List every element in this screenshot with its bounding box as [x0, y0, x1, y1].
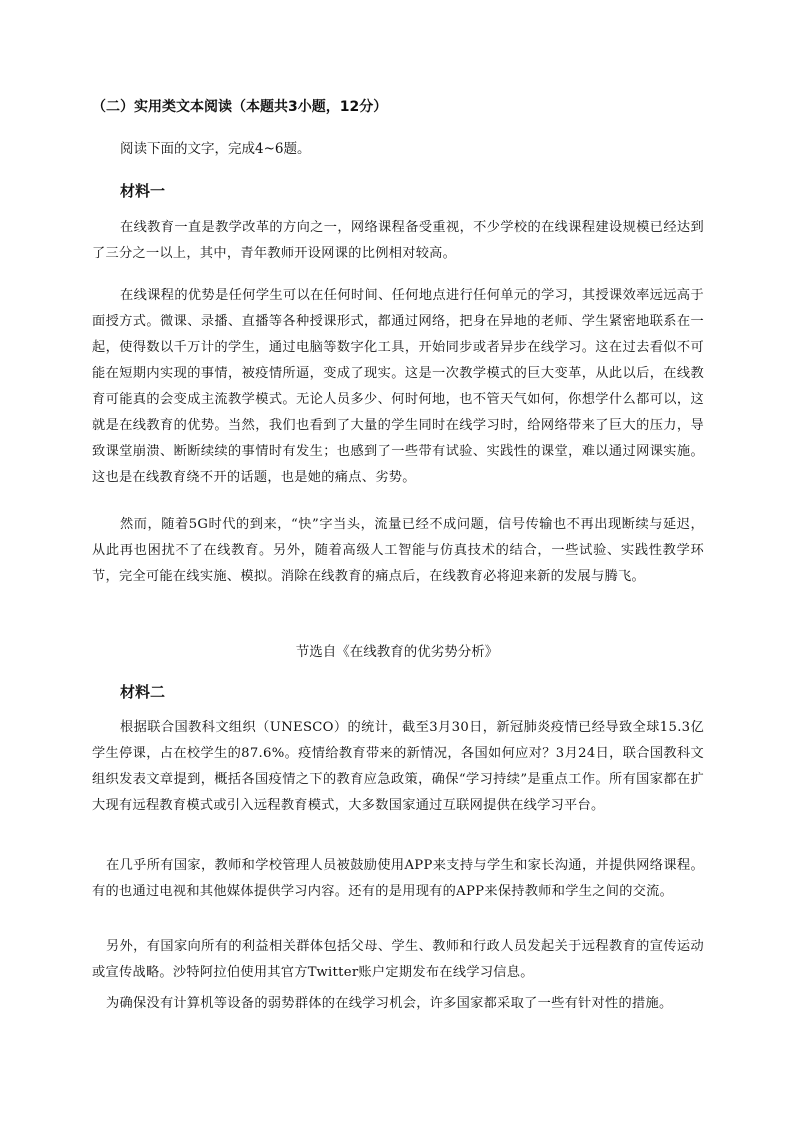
section-title: （二）实用类文本阅读（本题共3小题，12分）: [92, 99, 388, 115]
material-two-paragraph-3: 另外，有国家向所有的利益相关群体包括父母、学生、教师和行政人员发起关于远程教育的宣传运动或宣传战略。沙特阿拉伯使用其官方Twitter账户定期发布在线学习信息。: [92, 939, 704, 980]
material-two-heading: 材料二: [120, 683, 166, 701]
material-one-paragraph-1: 在线教育一直是教学改革的方向之一，网络课程备受重视，不少学校的在线课程建设规模已经达到了三分之一以上，其中，青年教师开设网课的比例相对较高。: [92, 220, 704, 261]
material-one-paragraph-3: 然而，随着5G时代的到来，“快”字当头，流量已经不成问题，信号传输也不再出现断续与延迟，从此再也困扰不了在线教育。另外，随着高级人工智能与仿真技术的结合，一些试验、实践性教学环节，完全可能在线实施、模拟。消除在线教育的痛点后，在线教育必将迎来新的发展与腾飞。: [92, 517, 704, 584]
material-two-paragraph-1: 根据联合国教科文组织（UNESCO）的统计，截至3月30日，新冠肺炎疫情已经导致全球15.3亿学生停课，占在校学生的87.6%。疫情给教育带来的新情况，各国如何应对？3月24日，联合国教科文组织发表文章提到，概括各国疫情之下的教育应急政策，确保“学习持续”是重点工作。所有国家都在扩大现有远程教育模式或引入远程教育模式，大多数国家通过互联网提供在线学习平台。: [92, 720, 704, 813]
material-one-heading: 材料一: [120, 182, 166, 200]
material-two-paragraph-4: 为确保没有计算机等设备的弱势群体的在线学习机会，许多国家都采取了一些有针对性的措施。: [106, 996, 673, 1011]
material-one-paragraph-2: 在线课程的优势是任何学生可以在任何时间、任何地点进行任何单元的学习，其授课效率远远高于面授方式。微课、录播、直播等各种授课形式，都通过网络，把身在异地的老师、学生紧密地联系在一起，使得数以千万计的学生，通过电脑等数字化工具，开始同步或者异步在线学习。这在过去看似不可能在短期内实现的事情，被疫情所逼，变成了现实。这是一次教学模式的巨大变革，从此以后，在线教育可能真的会变成主流教学模式。无论人员多少、何时何地，也不管天气如何，你想学什么都可以，这就是在线教育的优势。当然，我们也看到了大量的学生同时在线学习时，给网络带来了巨大的压力，导致课堂崩溃、断断续续的事情时有发生；也感到了一些带有试验、实践性的课堂，难以通过网课实施。这也是在线教育绕不开的话题，也是她的痛点、劣势。: [92, 288, 704, 485]
reading-instruction: 阅读下面的文字，完成4~6题。: [120, 141, 311, 157]
material-two-paragraph-2: 在几乎所有国家，教师和学校管理人员被鼓励使用APP来支持与学生和家长沟通，并提供网络课程。有的也通过电视和其他媒体提供学习内容。还有的是用现有的APP来保持教师和学生之间的交流。: [92, 858, 704, 899]
material-one-source: 节选自《在线教育的优劣势分析》: [295, 644, 499, 660]
